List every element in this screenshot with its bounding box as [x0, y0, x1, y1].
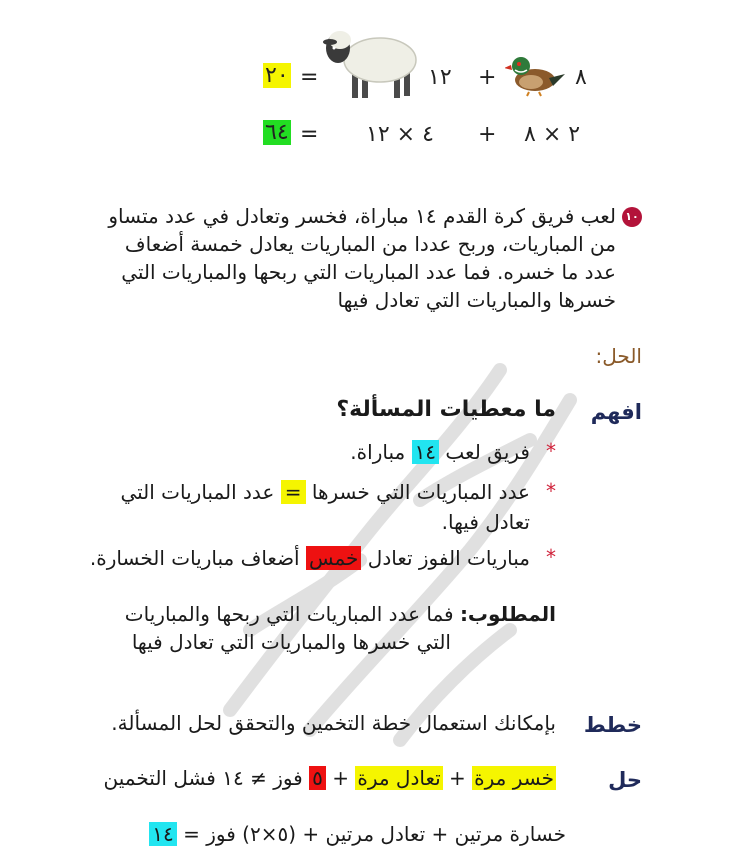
- understand-label: افهم: [590, 400, 642, 424]
- solve-plus-2: +: [332, 766, 349, 790]
- solve-label: حل: [608, 768, 642, 792]
- problem-number-badge: ١٠: [622, 207, 642, 227]
- problem-line-3: عدد ما خسره. فما عدد المباريات التي ربحها والمباريات التي: [121, 260, 616, 284]
- sheep-icon: [318, 18, 420, 102]
- solve-rest: فوز ≠ ١٤ فشل التخمين: [103, 766, 303, 790]
- given-2-highlight: =: [281, 480, 306, 504]
- problem-line-1: لعب فريق كرة القدم ١٤ مباراة، فخسر وتعادل في عدد متساو: [108, 204, 616, 228]
- eq1-number-8: ٨: [575, 65, 587, 90]
- eq2-equals: =: [300, 122, 319, 147]
- eq1-plus: +: [478, 65, 497, 90]
- given-3-highlight: خمس: [306, 546, 361, 570]
- duck-icon: [505, 48, 567, 98]
- eq1-equals: =: [300, 65, 319, 90]
- required-line-2: التي خسرها والمباريات التي تعادل فيها: [131, 630, 451, 654]
- solution-label: الحل:: [595, 344, 642, 368]
- given-bullet-2: [36, 477, 556, 537]
- problem-line-2: من المباريات، وربح عددا من المباريات يعادل خمسة أضعاف: [124, 232, 616, 256]
- problem-line-4: خسرها والمباريات التي تعادل فيها: [337, 288, 616, 312]
- required-text-1: فما عدد المباريات التي ربحها والمباريات: [124, 602, 454, 626]
- watermark-calligraphy: [170, 330, 620, 750]
- given-3-post: أضعاف مباريات الخسارة.: [89, 546, 300, 570]
- solve-five: ٥: [309, 766, 326, 790]
- solve-line-1: [104, 764, 556, 792]
- given-2-line2: تعادل فيها.: [441, 510, 530, 534]
- eq1-result: ٢٠: [265, 63, 289, 88]
- bullet-star: *: [546, 439, 556, 463]
- required-label: المطلوب:: [459, 602, 556, 626]
- eq2-result: ٦٤: [265, 120, 289, 145]
- given-3-pre: مباريات الفوز تعادل: [367, 546, 530, 570]
- required-line-1: [36, 600, 556, 628]
- given-2-post: عدد المباريات التي: [120, 480, 275, 504]
- bullet-star: *: [546, 479, 556, 503]
- plan-label: خطط: [583, 713, 642, 737]
- solve-line-2-text: خسارة مرتين + تعادل مرتين + (٥×٢) فوز =: [183, 822, 566, 846]
- eq2-term2: ٤ × ١٢: [366, 122, 434, 147]
- solve-plus-1: +: [449, 766, 466, 790]
- solve-line-2: [149, 820, 566, 848]
- understand-question: ما معطيات المسألة؟: [336, 397, 556, 422]
- given-bullet-3: [36, 543, 556, 573]
- solve-lost-once: خسر مرة: [474, 766, 554, 790]
- bullet-star: *: [546, 545, 556, 569]
- given-1-pre: فريق لعب: [445, 440, 530, 464]
- eq2-plus: +: [478, 122, 497, 147]
- given-1-highlight: ١٤: [412, 440, 439, 464]
- eq2-term1: ٢ × ٨: [524, 122, 581, 147]
- given-2-pre: عدد المباريات التي خسرها: [311, 480, 530, 504]
- solve-line-2-result: ١٤: [149, 822, 176, 846]
- eq1-number-12: ١٢: [428, 65, 452, 90]
- solve-tied-once: تعادل مرة: [357, 766, 441, 790]
- plan-text: بإمكانك استعمال خطة التخمين والتحقق لحل المسألة.: [111, 711, 556, 735]
- given-bullet-1: [36, 437, 556, 467]
- given-1-post: مباراة.: [350, 440, 406, 464]
